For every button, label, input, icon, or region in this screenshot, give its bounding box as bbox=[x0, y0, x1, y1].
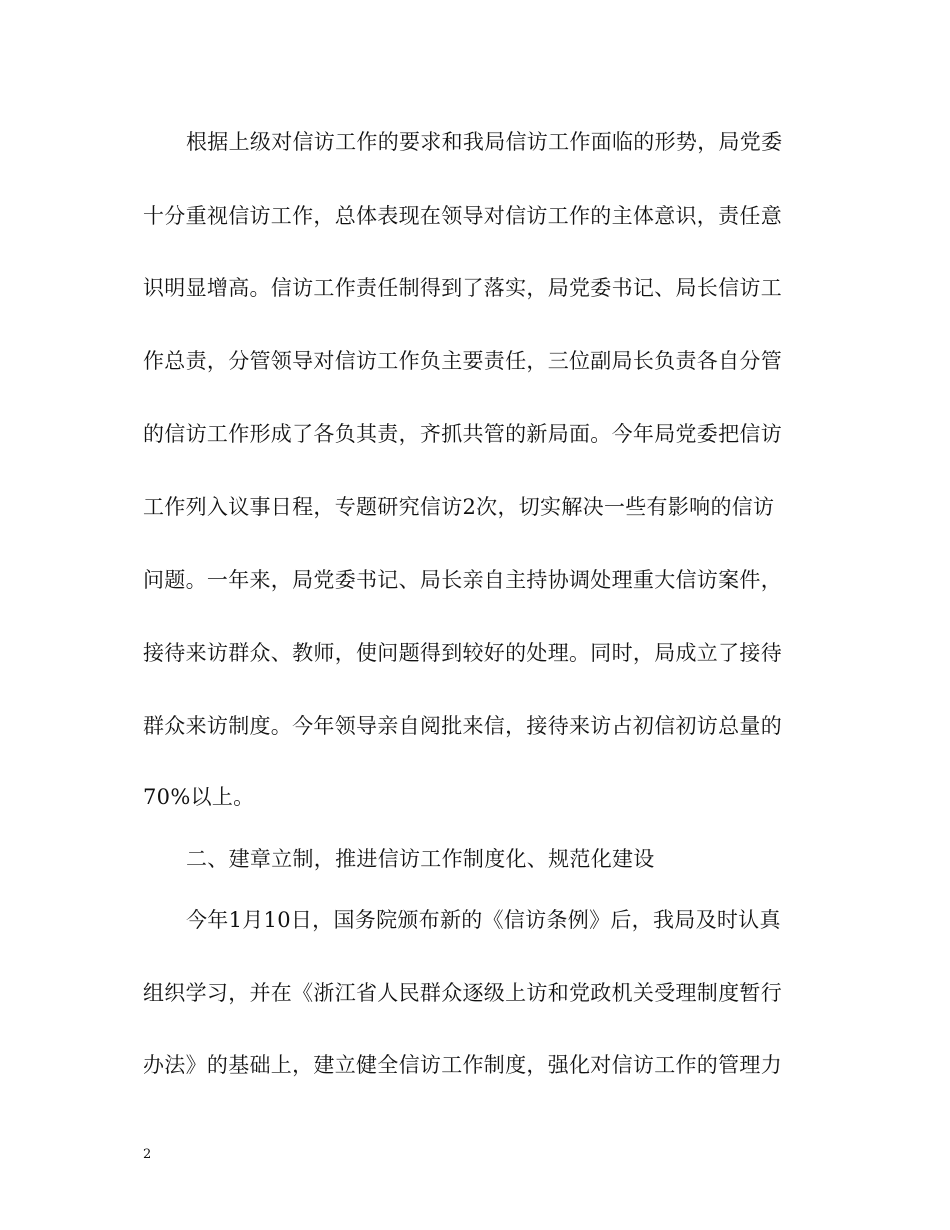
paragraph-line: 十分重视信访工作，总体表现在领导对信访工作的主体意识，责任意 bbox=[143, 204, 782, 228]
section-heading: 二、建章立制，推进信访工作制度化、规范化建设 bbox=[186, 847, 655, 871]
paragraph-line: 工作列入议事日程，专题研究信访2次，切实解决一些有影响的信访 bbox=[143, 495, 775, 519]
paragraph-line: 群众来访制度。今年领导亲自阅批来信，接待来访占初信初访总量的 bbox=[143, 714, 782, 738]
paragraph-line: 识明显增高。信访工作责任制得到了落实，局党委书记、局长信访工 bbox=[143, 276, 782, 300]
paragraph-line: 70%以上。 bbox=[143, 785, 255, 809]
page-number: 2 bbox=[143, 1147, 152, 1162]
paragraph-line: 的信访工作形成了各负其责，齐抓共管的新局面。今年局党委把信访 bbox=[143, 422, 782, 446]
paragraph-line: 接待来访群众、教师，使问题得到较好的处理。同时，局成立了接待 bbox=[143, 641, 782, 665]
paragraph-line: 组织学习，并在《浙江省人民群众逐级上访和党政机关受理制度暂行 bbox=[143, 981, 782, 1005]
paragraph-line: 作总责，分管领导对信访工作负主要责任，三位副局长负责各自分管 bbox=[143, 349, 782, 373]
paragraph-line: 问题。一年来，局党委书记、局长亲自主持协调处理重大信访案件， bbox=[143, 568, 782, 592]
paragraph-line: 根据上级对信访工作的要求和我局信访工作面临的形势，局党委 bbox=[186, 130, 783, 154]
paragraph-line: 今年1月10日，国务院颁布新的《信访条例》后，我局及时认真 bbox=[186, 908, 781, 932]
paragraph-line: 办法》的基础上，建立健全信访工作制度，强化对信访工作的管理力 bbox=[143, 1053, 782, 1077]
